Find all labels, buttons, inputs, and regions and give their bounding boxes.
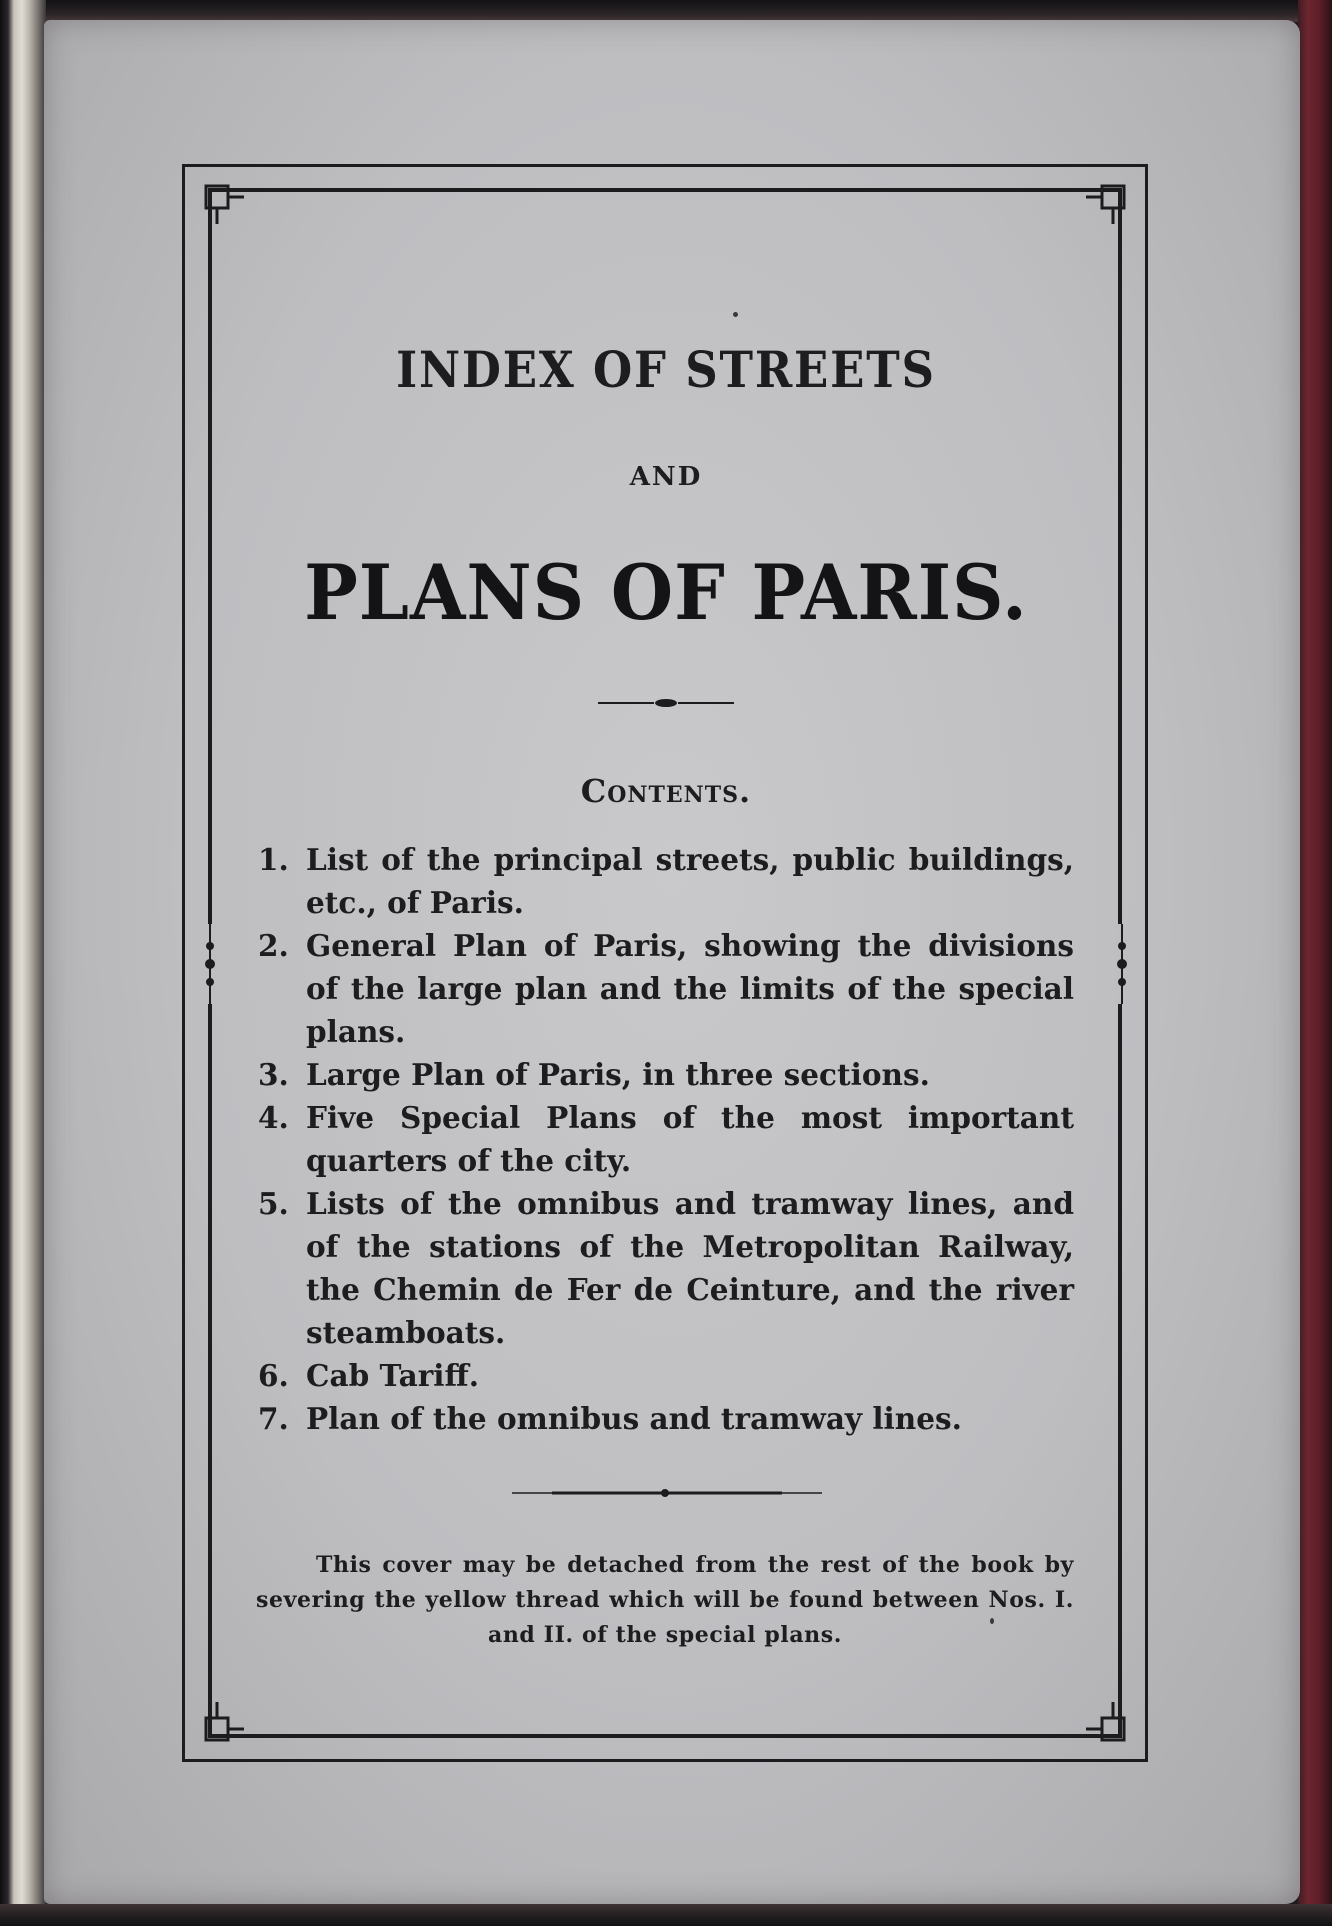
contents-item-number: 1. <box>258 842 289 877</box>
contents-item-number: 2. <box>258 928 289 963</box>
contents-item-text: List of the principal streets, public buildings, etc., of Paris. <box>306 842 1074 920</box>
contents-item-number: 3. <box>258 1057 289 1092</box>
contents-item-text: Cab Tariff. <box>306 1358 479 1393</box>
contents-list <box>258 838 1074 1440</box>
contents-item-text: Plan of the omnibus and tramway lines. <box>306 1401 962 1436</box>
detach-cover-note: This cover may be detached from the rest of the book by severing the yellow thread which will be found between Nos. I. and II. of the special plans. <box>256 1552 1074 1648</box>
contents-item <box>258 1096 1074 1182</box>
paper-speck <box>733 312 738 317</box>
contents-item <box>258 838 1074 924</box>
title-line-plans-of-paris: PLANS OF PARIS. <box>304 548 1028 637</box>
side-ornament-right <box>1116 924 1128 1004</box>
contents-divider-ornament <box>512 1486 822 1500</box>
contents-item <box>258 1397 1074 1440</box>
contents-item-number: 7. <box>258 1401 289 1436</box>
book-top-edge <box>0 0 1332 22</box>
book-spine-edge <box>0 0 46 1926</box>
contents-item-number: 5. <box>258 1186 289 1221</box>
contents-item <box>258 1053 1074 1096</box>
contents-item-text: Lists of the omnibus and tramway lines, and of the stations of the Metropolitan Railway, the Chemin de Fer de Ceinture, and the river steamboats. <box>306 1186 1074 1350</box>
book-cover-edge <box>1298 0 1332 1926</box>
side-ornament-left <box>204 924 216 1004</box>
title-conjunction: AND <box>629 462 703 492</box>
book-bottom-edge <box>0 1904 1332 1926</box>
contents-item-text: Five Special Plans of the most important quarters of the city. <box>306 1100 1074 1178</box>
corner-ornament-bottom-left <box>204 1702 244 1742</box>
contents-item <box>258 924 1074 1053</box>
paper-speck <box>990 1618 994 1624</box>
title-line-index-of-streets: INDEX OF STREETS <box>396 340 936 399</box>
title-divider-ornament <box>598 694 734 712</box>
contents-item-number: 4. <box>258 1100 289 1135</box>
contents-item-number: 6. <box>258 1358 289 1393</box>
contents-item <box>258 1182 1074 1354</box>
contents-item <box>258 1354 1074 1397</box>
contents-heading: Contents. <box>580 772 752 810</box>
corner-ornament-bottom-right <box>1086 1702 1126 1742</box>
contents-item-text: General Plan of Paris, showing the divisions of the large plan and the limits of the special plans. <box>306 928 1074 1049</box>
contents-item-text: Large Plan of Paris, in three sections. <box>306 1057 930 1092</box>
corner-ornament-top-left <box>204 184 244 224</box>
corner-ornament-top-right <box>1086 184 1126 224</box>
